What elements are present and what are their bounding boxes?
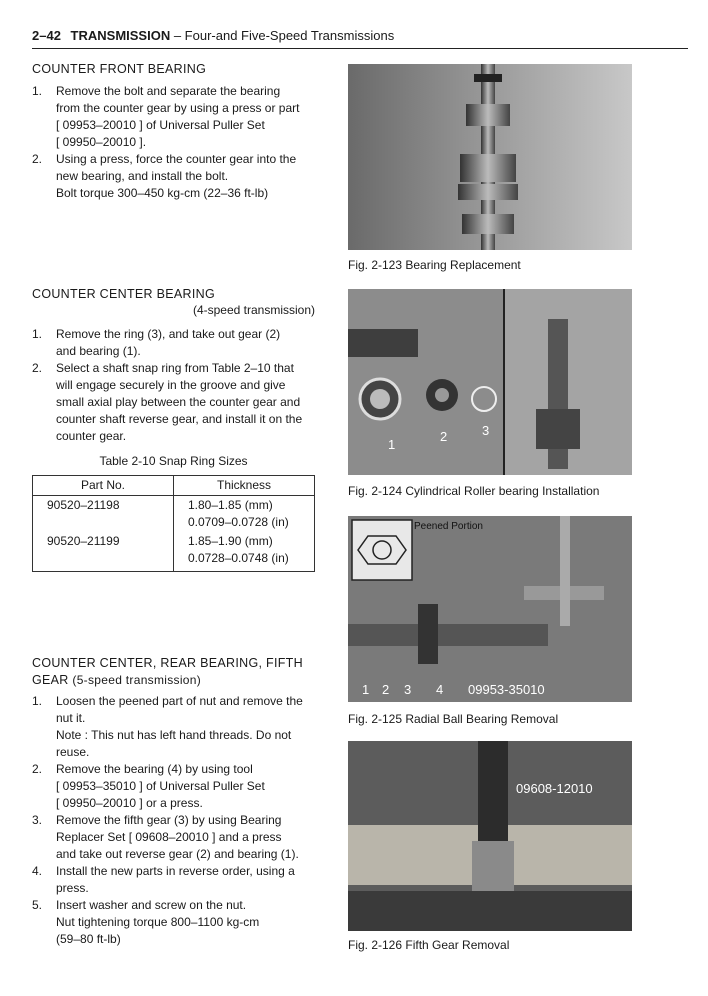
fig-2-125-label: 4 — [436, 682, 444, 697]
header-rule — [32, 48, 688, 49]
fig-2-125-label: 3 — [404, 682, 412, 697]
table-row — [33, 532, 315, 572]
page-number: 2–42 — [32, 28, 61, 43]
fig-2-125-inset-label: Peened Portion — [414, 521, 483, 532]
fig-2-126-tool-label: 09608-12010 — [516, 781, 593, 796]
step: 4. Install the new parts in reverse order, using a press. — [32, 864, 295, 895]
fig-2-126-photo — [348, 741, 632, 931]
page-header — [32, 28, 688, 43]
fig-2-124-caption: Fig. 2-124 Cylindrical Roller bearing Installation — [348, 484, 600, 498]
step: 1. Remove the bolt and separate the bearing from the counter gear by using a press or part [ 09953–20010 ] of Universal Puller Set [ 09950–20010 ]. — [32, 84, 300, 149]
fig-2-125-tool-label: 09953-35010 — [468, 682, 545, 697]
fig-2-124-photo — [348, 289, 632, 475]
counter-front-bearing-heading: COUNTER FRONT BEARING — [32, 62, 207, 76]
counter-rear-bearing-heading: COUNTER CENTER, REAR BEARING, FIFTH GEAR (5-speed transmission) — [32, 656, 303, 687]
section-title: TRANSMISSION — [70, 28, 171, 43]
counter-center-bearing-heading: COUNTER CENTER BEARING — [32, 287, 216, 301]
fig-2-125-photo — [348, 516, 632, 702]
col-thickness: Thickness — [174, 476, 315, 496]
fig-2-124-label: 2 — [440, 429, 448, 444]
fig-2-123-caption: Fig. 2-123 Bearing Replacement — [348, 258, 521, 272]
step: 2. Using a press, force the counter gear into the new bearing, and install the bolt. Bolt torque 300–450 kg-cm (22–36 ft-lb) — [32, 152, 297, 200]
step: 2. Select a shaft snap ring from Table 2–10 that will engage securely in the groove and give small axial play between the counter gear and counter shaft reverse gear, and install it on the counter gear. — [32, 361, 303, 443]
table-header-row — [33, 476, 315, 496]
fig-2-126-caption: Fig. 2-126 Fifth Gear Removal — [348, 938, 510, 952]
thickness-cell: 1.80–1.85 (mm) 0.0709–0.0728 (in) — [174, 496, 315, 533]
step: 2. Remove the bearing (4) by using tool [ 09953–35010 ] of Universal Puller Set [ 09950–20010 ] or a press. — [32, 762, 265, 810]
counter-front-bearing-steps — [32, 83, 315, 202]
fig-2-125-label: 2 — [382, 682, 390, 697]
fig-2-125-caption: Fig. 2-125 Radial Ball Bearing Removal — [348, 712, 559, 726]
snap-ring-table — [32, 475, 315, 572]
fig-2-124-label: 3 — [482, 423, 490, 438]
col-part-no: Part No. — [33, 476, 174, 496]
part-no-cell: 90520–21198 — [33, 496, 174, 533]
counter-center-bearing-steps — [32, 326, 315, 445]
table-caption: Table 2-10 Snap Ring Sizes — [99, 454, 248, 468]
part-no-cell: 90520–21199 — [33, 532, 174, 572]
thickness-cell: 1.85–1.90 (mm) 0.0728–0.0748 (in) — [174, 532, 315, 572]
four-speed-note: (4-speed transmission) — [192, 303, 315, 317]
counter-rear-bearing-steps — [32, 693, 315, 948]
step: 3. Remove the fifth gear (3) by using Bearing Replacer Set [ 09608–20010 ] and a press and take out reverse gear (2) and bearing (1). — [32, 813, 299, 861]
fig-2-123-photo — [348, 64, 632, 250]
fig-2-125-label: 1 — [362, 682, 370, 697]
fig-2-124-label: 1 — [388, 437, 396, 452]
step: 1. Loosen the peened part of nut and remove the nut it. Note : This nut has left hand threads. Do not reuse. — [32, 694, 303, 759]
section-subtitle: – Four-and Five-Speed Transmissions — [170, 28, 395, 43]
step: 5. Insert washer and screw on the nut. Nut tightening torque 800–1100 kg-cm (59–80 ft-lb) — [32, 898, 260, 946]
step: 1. Remove the ring (3), and take out gear (2) and bearing (1). — [32, 327, 281, 358]
table-row — [33, 496, 315, 533]
